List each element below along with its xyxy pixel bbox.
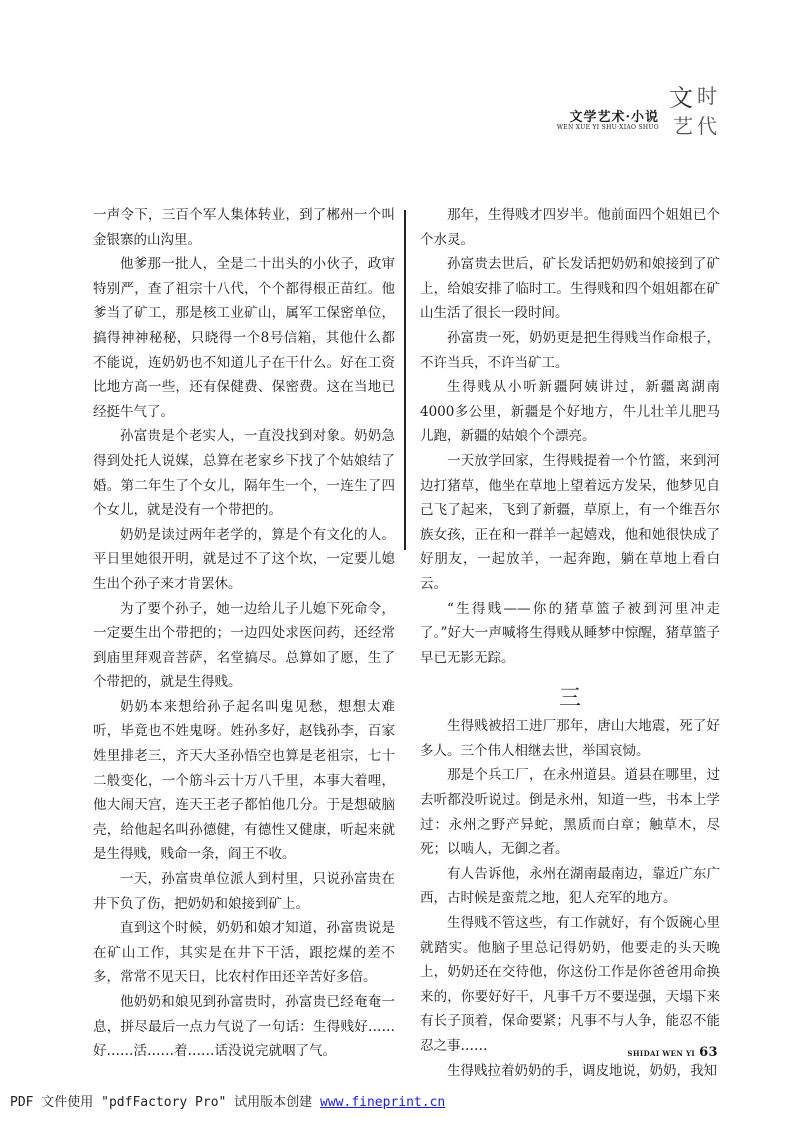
watermark-link[interactable]: www.fineprint.cn xyxy=(320,1095,446,1110)
paragraph: 他爹那一批人，全是二十出头的小伙子，政审特别严，查了祖宗十八代，个个都得根正苗红。他爹当了矿工，那是核工业矿山，属军工保密单位，搞得神神秘秘，只晓得一个8号信箱，其他什么都不能说，连奶奶也不知道儿子在干什么。好在工资比地方高一些，还有保健费、保密费。这在当地已经挺牛气了。 xyxy=(93,256,395,420)
paragraph: 为了要个孙子，她一边给儿子儿媳下死命令，一定要生出个带把的；一边四处求医问药，还经常到庙里拜观音菩萨，名堂搞尽。总算如了愿，生了个带把的，就是生得贱。 xyxy=(93,600,395,691)
paragraph: “生得贱——你的猪草篮子被到河里冲走了。”好大一声喊将生得贱从睡梦中惊醒，猪草篮子早已无影无踪。 xyxy=(420,600,720,666)
watermark-text: PDF 文件使用 "pdfFactory Pro" 试用版本创建 xyxy=(10,1095,321,1110)
page-footer xyxy=(627,1045,718,1060)
paragraph: 孙富贵一死，奶奶更是把生得贱当作命根子，不许当兵，不许当矿工。 xyxy=(420,329,720,371)
section-heading: 三 xyxy=(558,686,581,712)
logo-char: 艺 xyxy=(673,114,693,138)
section-pinyin: WEN XUE YI SHU·XIAO SHUO xyxy=(556,124,659,131)
logo-char: 时 xyxy=(697,84,717,108)
left-column xyxy=(93,203,395,1064)
section-label: 文学艺术·小说 xyxy=(569,110,659,125)
paragraph: 生得贱拉着奶奶的手，调皮地说，奶奶，我知 xyxy=(447,1062,717,1079)
paragraph: 他奶奶和娘见到孙富贵时，孙富贵已经奄奄一息，拼尽最后一点力气说了一句话：生得贱好……好……活……着……话没说完就咽了气。 xyxy=(93,994,395,1060)
paragraph: 孙富贵去世后，矿长发话把奶奶和娘接到了矿上，给娘安排了临时工。生得贱和四个姐姐都在矿山生活了很长一段时间。 xyxy=(420,256,720,322)
paragraph: 一声令下，三百个军人集体转业，到了郴州一个叫金银寨的山沟里。 xyxy=(93,207,395,248)
paragraph: 直到这个时候，奶奶和娘才知道，孙富贵说是在矿山工作，其实是在井下干活，跟挖煤的差不多，常常不见天日，比农村作田还辛苦好多倍。 xyxy=(93,920,395,986)
magazine-logo xyxy=(667,84,721,140)
paragraph: 生得贱被招工进厂那年，唐山大地震，死了好多人。三个伟人相继去世，举国哀恸。 xyxy=(420,718,720,759)
paragraph: 那年，生得贱才四岁半。他前面四个姐姐已个个水灵。 xyxy=(420,207,720,248)
paragraph: 奶奶是读过两年老学的，算是个有文化的人。平日里她很开明，就是过不了这个坎，一定要儿媳生出个孙子来才肯罢休。 xyxy=(93,526,395,592)
paragraph: 孙富贵是个老实人，一直没找到对象。奶奶急得到处托人说媒，总算在老家乡下找了个姑娘结了婚。第二年生了个女儿，隔年生一个，一连生了四个女儿，就是没有一个带把的。 xyxy=(93,428,395,519)
paragraph: 一天，孙富贵单位派人到村里，只说孙富贵在井下负了伤，把奶奶和娘接到矿上。 xyxy=(93,871,395,912)
logo-char: 文 xyxy=(669,84,693,112)
page-header xyxy=(541,84,721,140)
right-column xyxy=(420,203,720,1083)
logo-char: 代 xyxy=(697,114,717,138)
magazine-name: SHIDAI WEN YI xyxy=(627,1049,696,1058)
paragraph: 生得贱从小听新疆阿姨讲过，新疆离湖南4000多公里，新疆是个好地方，牛儿壮羊儿肥马儿跑，新疆的姑娘个个漂亮。 xyxy=(420,379,720,445)
pdf-watermark xyxy=(10,1091,445,1110)
page-number: 63 xyxy=(699,1045,718,1060)
paragraph: 有人告诉他，永州在湖南最南边，靠近广东广西，古时候是蛮荒之地，犯人充军的地方。 xyxy=(420,865,720,907)
paragraph: 生得贱不管这些，有工作就好，有个饭碗心里就踏实。他脑子里总记得奶奶，他要走的头天晚上，奶奶还在交待他，你这份工作是你爸爸用命换来的，你要好好干，凡事千万不要逞强，天塌下来有长子顶着，保命要紧；凡事不与人争，能忍不能忍之事…… xyxy=(420,915,720,1054)
paragraph: 一天放学回家，生得贱提着一个竹篮，来到河边打猪草，他坐在草地上望着远方发呆，他梦见自己飞了起来，飞到了新疆，草原上，有一个维吾尔族女孩，正在和一群羊一起嬉戏，他和她很快成了好朋友，一起放羊，一起奔跑，躺在草地上看白云。 xyxy=(420,452,720,592)
paragraph: 那是个兵工厂，在永州道县。道县在哪里，过去听都没听说过。倒是永州，知道一些，书本上学过：永州之野产异蛇，黑质而白章；触草木，尽死；以啮人，无御之者。 xyxy=(420,767,720,858)
column-divider xyxy=(404,210,406,550)
paragraph: 奶奶本来想给孙子起名叫鬼见愁，想想太难听，毕竟也不姓鬼呀。姓孙多好，赵钱孙李，百家姓里排老三，齐天大圣孙悟空也算是老祖宗，七十二般变化，一个筋斗云十万八千里，本事大着哩，他大闹天宫，连天王老子都怕他几分。于是想破脑壳，给他起名叫孙德健，有德性又健康，听起来就是生得贱，贱命一条，阎王不收。 xyxy=(93,698,395,863)
